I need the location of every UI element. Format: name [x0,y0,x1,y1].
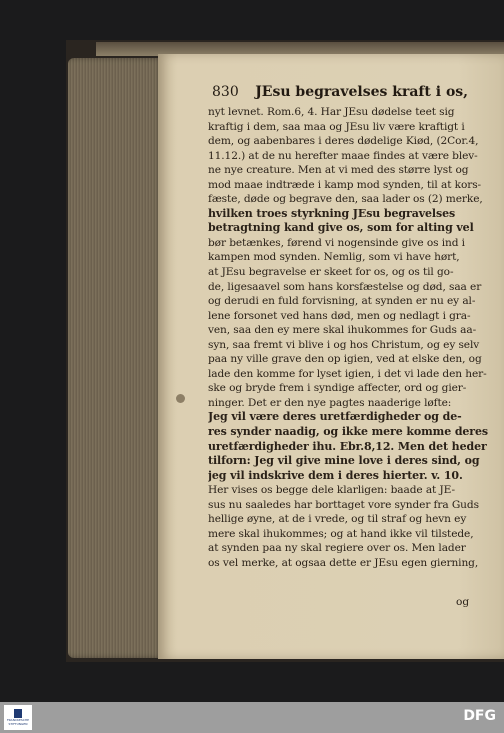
page-stain [176,394,185,403]
text-line: ne nye creature. Men at vi med des større lyst og [208,164,469,177]
catchword: og [456,596,470,608]
text-line: nyt levnet. Rom.6, 4. Har JEsu dødelse teet sig [208,106,455,118]
text-line: ninger. Det er den nye pagtes naaderige løfte: [208,396,452,409]
viewer-footer [0,702,504,733]
text-line: lene forsonet ved hans død, men og nedlagt i gra- [208,309,471,322]
text-line: betragtning kand give os, som for alting vel [208,221,474,235]
text-line: hvilken troes styrkning JEsu begravelses [208,206,456,220]
text-line: Her vises os begge dele klarligen: baade at JE- [208,484,455,497]
text-line: kampen mod synden. Nemlig, som vi have hørt, [208,251,460,264]
text-line: syn, saa fremt vi blive i og hos Christum, og ey selv [208,338,480,351]
text-line: ven, saa den ey mere skal ihukommes for Guds aa- [208,324,477,337]
francke-logo-text: FRANCKESCHE STIFTUNGEN [6,718,30,726]
text-line: at synden paa ny skal regiere over os. Men lader [208,542,466,555]
text-line: 11.12.) at de nu herefter maae findes at være blev- [208,149,478,162]
text-line: bør betænkes, førend vi nogensinde give os ind i [208,236,465,249]
francke-logo[interactable] [4,705,32,730]
page-text [208,105,498,571]
text-line: tilforn: Jeg vil give mine love i deres sind, og [208,454,480,468]
text-line: sus nu saaledes har borttaget vore synder fra Guds [208,498,479,511]
text-line: uretfærdigheder ihu. Ebr.8,12. Men det heder [208,439,487,453]
francke-emblem-icon [14,709,22,718]
text-line: fæste, døde og begrave den, saa lader os (2) merke, [208,193,483,206]
text-line: mere skal ihukommes; og at hand ikke vil tilstede, [208,527,474,540]
page-header [212,84,502,104]
page-edges [68,58,164,658]
dfg-logo[interactable]: DFG [463,708,496,724]
text-line: kraftig i dem, saa maa og JEsu liv være kraftigt i [208,120,465,133]
text-line: de, ligesaavel som hans korsfæstelse og død, saa er [208,280,482,293]
text-line: at JEsu begravelse er skeet for os, og os til go- [208,266,454,279]
text-line: lade den komme for lyset igien, i det vi lade den her- [208,367,487,380]
text-line: hellige øyne, at de i vrede, og til straf og hevn ey [208,513,467,526]
text-line: jeg vil indskrive dem i deres hierter. v. 10. [208,468,463,482]
text-line: mod maae indtræde i kamp mod synden, til at kors- [208,178,482,191]
running-title: JEsu begravelses kraft i os, [255,84,469,100]
text-line: Jeg vil være deres uretfærdigheder og de- [208,410,462,424]
text-line: paa ny ville grave den op igien, ved at elske den, og [208,353,482,366]
text-line: dem, og aabenbares i deres dødelige Kiød, (2Cor.4, [208,135,479,148]
text-line: res synder naadig, og ikke mere komme deres [208,425,488,439]
page-number: 830 [212,84,239,100]
text-line: os vel merke, at ogsaa dette er JEsu egen gierning, [208,556,479,569]
text-line: ske og bryde frem i syndige affecter, ord og gier- [208,382,467,395]
text-line: og derudi en fuld forvisning, at synden er nu ey al- [208,295,476,308]
